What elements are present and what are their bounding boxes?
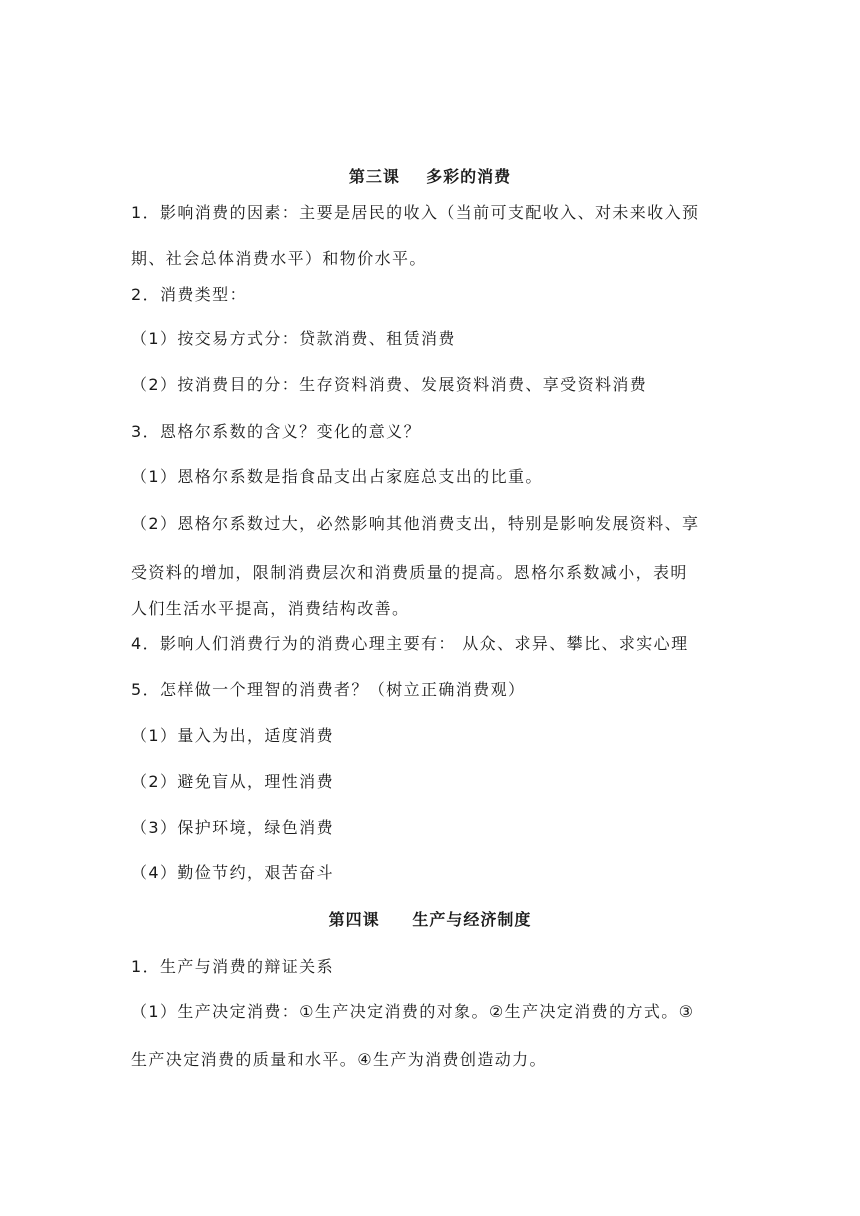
lesson4-title: 第四课 生产与经济制度 — [328, 910, 532, 929]
lesson3-line-9: 受资料的增加，限制消费层次和消费质量的提高。恩格尔系数减小，表明 — [131, 563, 688, 582]
lesson3-line-13: （1）量入为出，适度消费 — [131, 726, 334, 745]
lesson3-line-4: （1）按交易方式分：贷款消费、租赁消费 — [131, 329, 456, 348]
lesson3-title: 第三课 多彩的消费 — [348, 167, 512, 186]
lesson3-line-5: （2）按消费目的分：生存资料消费、发展资料消费、享受资料消费 — [131, 375, 648, 394]
lesson3-line-8: （2）恩格尔系数过大，必然影响其他消费支出，特别是影响发展资料、享 — [131, 514, 700, 533]
lesson3-line-3: 2．消费类型： — [131, 285, 247, 304]
lesson3-line-15: （3）保护环境，绿色消费 — [131, 818, 334, 837]
lesson3-line-10: 人们生活水平提高，消费结构改善。 — [131, 599, 410, 618]
lesson3-line-1: 1．影响消费的因素：主要是居民的收入（当前可支配收入、对未来收入预 — [131, 203, 700, 222]
lesson3-line-14: （2）避免盲从，理性消费 — [131, 772, 334, 791]
lesson3-line-16: （4）勤俭节约，艰苦奋斗 — [131, 863, 334, 882]
lesson4-line-1: 1．生产与消费的辩证关系 — [131, 957, 334, 976]
lesson3-line-11: 4．影响人们消费行为的消费心理主要有： 从众、求异、攀比、求实心理 — [131, 634, 689, 653]
lesson3-line-7: （1）恩格尔系数是指食品支出占家庭总支出的比重。 — [131, 467, 543, 486]
lesson4-line-3: 生产决定消费的质量和水平。④生产为消费创造动力。 — [131, 1050, 547, 1069]
lesson3-line-12: 5．怎样做一个理智的消费者？（树立正确消费观） — [131, 680, 526, 699]
lesson3-line-2: 期、社会总体消费水平）和物价水平。 — [131, 249, 427, 268]
lesson4-line-2: （1）生产决定消费：①生产决定消费的对象。②生产决定消费的方式。③ — [131, 1002, 695, 1021]
lesson3-line-6: 3．恩格尔系数的含义？变化的意义？ — [131, 422, 421, 441]
